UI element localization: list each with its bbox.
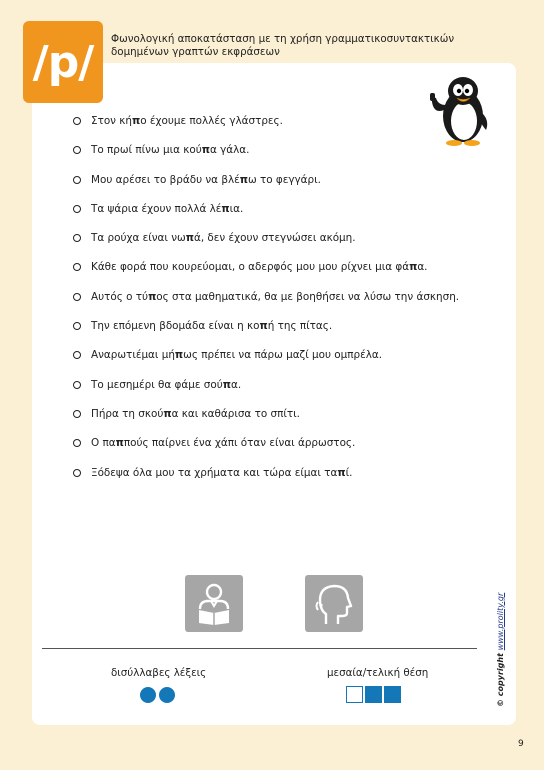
- list-item: [70, 114, 459, 143]
- syllable-label: δισύλλαβες λέξεις: [111, 667, 207, 679]
- sentence-text: Το πρωί πίνω μια κούπα γάλα.: [91, 144, 250, 157]
- bullet-circle-icon: [73, 205, 81, 213]
- list-item: [70, 143, 459, 172]
- sentence-text: Τα ρούχα είναι νωπά, δεν έχουν στεγνώσει ακόμη.: [91, 232, 356, 245]
- list-item: [70, 407, 459, 436]
- phoneme-badge: [23, 21, 103, 103]
- position-square-icon: [365, 686, 382, 703]
- sentence-text: Τα ψάρια έχουν πολλά λέπια.: [91, 202, 244, 215]
- sentence-text: Ο παππούς παίρνει ένα χάπι όταν είναι άρρωστος.: [91, 437, 356, 450]
- sentence-text: Αναρωτιέμαι μήπως πρέπει να πάρω μαζί μου ομπρέλα.: [91, 349, 383, 362]
- list-item: [70, 173, 459, 202]
- list-item: [70, 319, 459, 348]
- sentence-text: Στον κήπο έχουμε πολλές γλάστρες.: [91, 115, 283, 127]
- speaking-card: [305, 575, 363, 632]
- bullet-circle-icon: [73, 439, 81, 447]
- bullet-circle-icon: [73, 293, 81, 301]
- position-square-icon: [346, 686, 363, 703]
- list-item: [70, 231, 459, 260]
- page-number: 9: [518, 739, 524, 749]
- footer-divider: [42, 648, 477, 649]
- syllable-dot-icon: [140, 687, 156, 703]
- bullet-circle-icon: [73, 322, 81, 330]
- copyright-notice: © copyright www.prolity.gr: [496, 592, 505, 707]
- list-item: [70, 466, 459, 495]
- sentence-text: Αυτός ο τύπος στα μαθηματικά, θα με βοηθήσει να λύσω την άσκηση.: [91, 290, 460, 303]
- phoneme-badge-text: /p/: [32, 36, 94, 88]
- bullet-circle-icon: [73, 381, 81, 389]
- list-item: [70, 290, 459, 319]
- bullet-circle-icon: [73, 146, 81, 154]
- sentence-list: [70, 114, 459, 495]
- speaking-head-icon: [314, 582, 354, 626]
- reading-person-icon: [194, 583, 234, 625]
- sentence-text: Το μεσημέρι θα φάμε σούπα.: [91, 378, 242, 391]
- position-square-icon: [384, 686, 401, 703]
- header-line-2: δομημένων γραπτών εκφράσεων: [111, 46, 280, 58]
- bullet-circle-icon: [73, 410, 81, 418]
- bullet-circle-icon: [73, 234, 81, 242]
- list-item: [70, 260, 459, 289]
- bullet-circle-icon: [73, 263, 81, 271]
- sentence-text: Κάθε φορά που κουρεύομαι, ο αδερφός μου μου ρίχνει μια φάπα.: [91, 261, 428, 274]
- worksheet-header: [111, 33, 471, 59]
- sentence-text: Πήρα τη σκούπα και καθάρισα το σπίτι.: [91, 407, 300, 420]
- bullet-circle-icon: [73, 469, 81, 477]
- list-item: [70, 348, 459, 377]
- syllable-dots: [140, 687, 175, 703]
- position-label: μεσαία/τελική θέση: [327, 667, 429, 679]
- sentence-text: Την επόμενη βδομάδα είναι η κοπή της πίτας.: [91, 320, 333, 333]
- bullet-circle-icon: [73, 176, 81, 184]
- copyright-link[interactable]: www.prolity.gr: [496, 592, 505, 651]
- header-line-1: Φωνολογική αποκατάσταση με τη χρήση γραμματικοσυντακτικών: [111, 33, 455, 45]
- bullet-circle-icon: [73, 351, 81, 359]
- bullet-circle-icon: [73, 117, 81, 125]
- list-item: [70, 436, 459, 465]
- syllable-dot-icon: [159, 687, 175, 703]
- sentence-text: Μου αρέσει το βράδυ να βλέπω το φεγγάρι.: [91, 173, 321, 186]
- position-squares: [346, 686, 401, 703]
- list-item: [70, 202, 459, 231]
- reading-card: [185, 575, 243, 632]
- list-item: [70, 378, 459, 407]
- sentence-text: Ξόδεψα όλα μου τα χρήματα και τώρα είμαι ταπί.: [91, 466, 353, 479]
